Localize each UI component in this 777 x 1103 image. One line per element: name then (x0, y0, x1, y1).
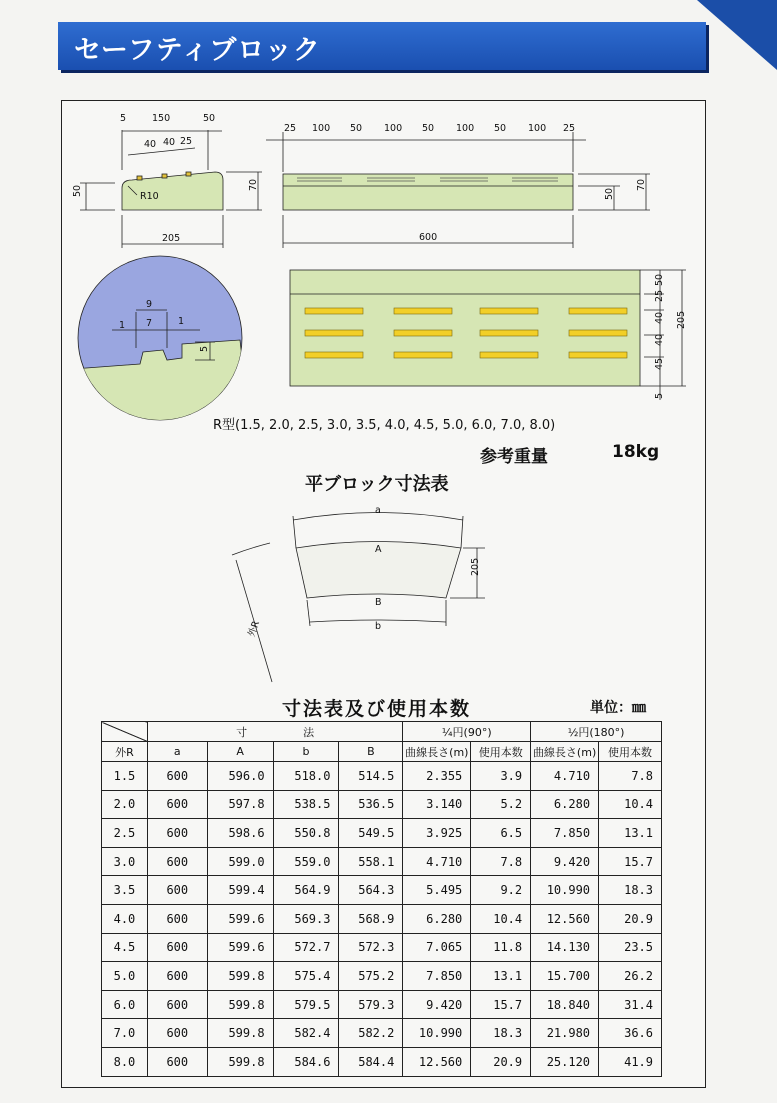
table-cell: 579.5 (273, 990, 339, 1019)
flat-block-title: 平ブロック寸法表 (305, 474, 449, 495)
table-cell: 3.5 (102, 876, 148, 905)
table-cell: 549.5 (339, 819, 403, 848)
table-cell: 15.700 (531, 962, 599, 991)
table-cell: 600 (147, 1019, 207, 1048)
column-header: b (273, 742, 339, 762)
table-cell: 600 (147, 933, 207, 962)
dim-face-45: 45 (654, 357, 665, 370)
dim-face-25: 25 (654, 289, 665, 302)
table-cell: 2.355 (403, 762, 471, 791)
dim-top-50b: 50 (422, 123, 435, 134)
table-cell: 569.3 (273, 904, 339, 933)
table-row (102, 876, 662, 905)
group-dims: 寸 法 (147, 722, 402, 742)
table-row (102, 904, 662, 933)
dim-detail-1b: 1 (178, 316, 185, 327)
table-cell: 584.6 (273, 1047, 339, 1076)
column-header: a (147, 742, 207, 762)
table-cell: 599.8 (207, 1019, 273, 1048)
table-cell: 575.4 (273, 962, 339, 991)
dim-side-5: 5 (120, 113, 127, 124)
table-cell: 558.1 (339, 847, 403, 876)
column-header: 使用本数 (471, 742, 531, 762)
dim-top-25b: 25 (563, 123, 576, 134)
dim-side-40a: 40 (144, 139, 157, 150)
table-title: 寸法表及び使用本数 (282, 698, 472, 720)
table-cell: 584.4 (339, 1047, 403, 1076)
table-cell: 4.0 (102, 904, 148, 933)
table-cell: 10.990 (403, 1019, 471, 1048)
table-cell: 7.0 (102, 1019, 148, 1048)
group-half: ½円(180°) (531, 722, 662, 742)
table-cell: 599.8 (207, 962, 273, 991)
dim-side-25: 25 (180, 136, 193, 147)
table-cell: 600 (147, 904, 207, 933)
table-cell: 6.5 (471, 819, 531, 848)
table-cell: 572.7 (273, 933, 339, 962)
table-cell: 599.8 (207, 990, 273, 1019)
table-cell: 18.3 (471, 1019, 531, 1048)
table-cell: 2.0 (102, 790, 148, 819)
table-cell: 600 (147, 762, 207, 791)
table-cell: 4.710 (531, 762, 599, 791)
table-cell: 23.5 (599, 933, 662, 962)
flat-label-A: A (375, 544, 382, 555)
table-cell: 599.8 (207, 1047, 273, 1076)
table-row (102, 762, 662, 791)
table-cell: 1.5 (102, 762, 148, 791)
flat-label-a: a (375, 505, 381, 516)
flat-label-B: B (375, 597, 382, 608)
dim-face-40a: 40 (654, 311, 665, 324)
dim-side-150: 150 (152, 113, 171, 124)
table-cell: 3.140 (403, 790, 471, 819)
dim-detail-7: 7 (146, 318, 153, 329)
dim-top-h50: 50 (604, 187, 615, 200)
table-cell: 598.6 (207, 819, 273, 848)
table-cell: 25.120 (531, 1047, 599, 1076)
table-cell: 18.3 (599, 876, 662, 905)
table-cell: 596.0 (207, 762, 273, 791)
corner-cell (102, 722, 148, 742)
table-cell: 538.5 (273, 790, 339, 819)
dim-side-50: 50 (203, 113, 216, 124)
table-cell: 13.1 (471, 962, 531, 991)
table-cell: 10.990 (531, 876, 599, 905)
table-cell: 600 (147, 790, 207, 819)
table-row (102, 1047, 662, 1076)
table-cell: 10.4 (471, 904, 531, 933)
table-cell: 4.710 (403, 847, 471, 876)
dim-top-600: 600 (419, 232, 438, 243)
table-cell: 9.2 (471, 876, 531, 905)
dim-side-h70: 70 (248, 178, 259, 191)
column-header: 曲線長さ(m) (531, 742, 599, 762)
weight-label: 参考重量 (480, 447, 548, 467)
table-cell: 41.9 (599, 1047, 662, 1076)
table-cell: 26.2 (599, 962, 662, 991)
table-cell: 7.8 (599, 762, 662, 791)
table-cell: 20.9 (599, 904, 662, 933)
table-row (102, 819, 662, 848)
group-quarter: ¼円(90°) (403, 722, 531, 742)
table-cell: 9.420 (403, 990, 471, 1019)
table-cell: 514.5 (339, 762, 403, 791)
table-cell: 599.4 (207, 876, 273, 905)
table-row (102, 1019, 662, 1048)
table-cell: 572.3 (339, 933, 403, 962)
dim-face-205: 205 (676, 310, 687, 329)
table-cell: 600 (147, 990, 207, 1019)
table-cell: 600 (147, 962, 207, 991)
table-cell: 36.6 (599, 1019, 662, 1048)
dimension-table (101, 721, 662, 1077)
unit-label: 単位：㎜ (590, 700, 646, 716)
table-cell: 564.9 (273, 876, 339, 905)
table-cell: 6.0 (102, 990, 148, 1019)
table-row (102, 790, 662, 819)
dim-side-205: 205 (162, 233, 181, 244)
table-cell: 599.6 (207, 933, 273, 962)
table-cell: 3.0 (102, 847, 148, 876)
column-header: A (207, 742, 273, 762)
table-cell: 11.8 (471, 933, 531, 962)
table-cell: 7.8 (471, 847, 531, 876)
flat-label-b: b (375, 621, 382, 632)
dim-side-40b: 40 (163, 137, 176, 148)
table-cell: 575.2 (339, 962, 403, 991)
table-cell: 536.5 (339, 790, 403, 819)
table-cell: 599.6 (207, 904, 273, 933)
table-cell: 18.840 (531, 990, 599, 1019)
table-cell: 599.0 (207, 847, 273, 876)
dim-top-50c: 50 (494, 123, 507, 134)
table-cell: 13.1 (599, 819, 662, 848)
table-cell: 4.5 (102, 933, 148, 962)
table-row (102, 933, 662, 962)
table-cell: 7.850 (403, 962, 471, 991)
table-row (102, 847, 662, 876)
page-title: セーフティブロック (74, 35, 321, 66)
table-cell: 568.9 (339, 904, 403, 933)
dim-detail-9: 9 (146, 299, 153, 310)
table-cell: 9.420 (531, 847, 599, 876)
table-cell: 20.9 (471, 1047, 531, 1076)
dim-top-100c: 100 (456, 123, 475, 134)
table-cell: 579.3 (339, 990, 403, 1019)
table-cell: 14.130 (531, 933, 599, 962)
table-cell: 31.4 (599, 990, 662, 1019)
column-header: 曲線長さ(m) (403, 742, 471, 762)
dim-side-h50: 50 (72, 184, 83, 197)
table-row (102, 990, 662, 1019)
table-cell: 5.0 (102, 962, 148, 991)
dim-top-25a: 25 (284, 123, 297, 134)
table-cell: 600 (147, 1047, 207, 1076)
dim-top-h70: 70 (636, 178, 647, 191)
column-header: 外R (102, 742, 148, 762)
table-cell: 6.280 (531, 790, 599, 819)
dim-detail-1a: 1 (119, 320, 126, 331)
dim-face-50: 50 (654, 273, 665, 286)
dim-top-100b: 100 (384, 123, 403, 134)
table-cell: 5.2 (471, 790, 531, 819)
table-row (102, 962, 662, 991)
table-cell: 5.495 (403, 876, 471, 905)
table-cell: 2.5 (102, 819, 148, 848)
table-cell: 15.7 (599, 847, 662, 876)
table-cell: 7.850 (531, 819, 599, 848)
table-cell: 6.280 (403, 904, 471, 933)
flat-label-205: 205 (470, 557, 481, 576)
column-header: B (339, 742, 403, 762)
table-cell: 8.0 (102, 1047, 148, 1076)
dim-top-50a: 50 (350, 123, 363, 134)
table-cell: 550.8 (273, 819, 339, 848)
table-cell: 12.560 (403, 1047, 471, 1076)
dim-side-r10: R10 (140, 191, 159, 202)
column-header: 使用本数 (599, 742, 662, 762)
dim-detail-5: 5 (199, 345, 210, 352)
table-cell: 582.2 (339, 1019, 403, 1048)
dim-face-5: 5 (654, 392, 665, 399)
table-cell: 600 (147, 819, 207, 848)
table-cell: 3.9 (471, 762, 531, 791)
r-type-list: R型(1.5, 2.0, 2.5, 3.0, 3.5, 4.0, 4.5, 5.0, 6.0, 7.0, 8.0) (213, 418, 556, 433)
table-cell: 518.0 (273, 762, 339, 791)
table-cell: 559.0 (273, 847, 339, 876)
table-cell: 12.560 (531, 904, 599, 933)
table-cell: 10.4 (599, 790, 662, 819)
table-cell: 7.065 (403, 933, 471, 962)
dim-top-100a: 100 (312, 123, 331, 134)
table-cell: 600 (147, 847, 207, 876)
table-cell: 597.8 (207, 790, 273, 819)
table-cell: 15.7 (471, 990, 531, 1019)
dim-face-40b: 40 (654, 333, 665, 346)
weight-value: 18kg (612, 442, 660, 462)
table-cell: 21.980 (531, 1019, 599, 1048)
dim-top-100d: 100 (528, 123, 547, 134)
flat-label-outer-r: 外R (246, 619, 263, 639)
table-cell: 582.4 (273, 1019, 339, 1048)
table-cell: 600 (147, 876, 207, 905)
table-cell: 3.925 (403, 819, 471, 848)
table-cell: 564.3 (339, 876, 403, 905)
